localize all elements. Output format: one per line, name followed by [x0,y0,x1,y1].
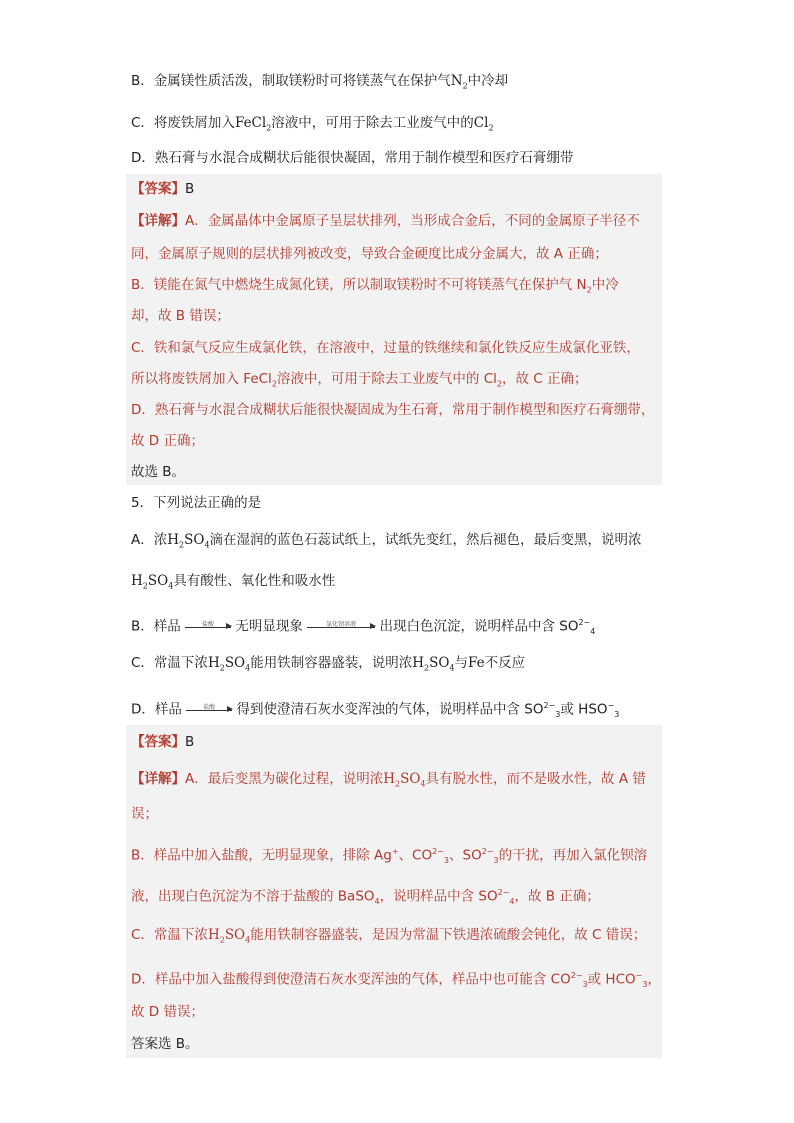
formula-sub: 3 [493,856,499,866]
formula-sub: 4 [449,663,455,673]
formula-so: SO [184,532,205,548]
option-text: C．常温下浓 [131,655,208,671]
formula-so: SO [429,655,450,671]
formula-sub: 2 [219,935,225,945]
formula-h2so4 [383,771,425,787]
formula-sup: − [635,971,643,980]
answer-value: B [185,181,195,197]
detail-tag: 【详解】 [131,213,185,229]
formula-sub: 3 [642,980,648,990]
q5-detail-d2: 故 D 错误； [131,1004,204,1020]
formula-sub: 4 [245,663,251,673]
q5-answer-block [126,725,662,1058]
formula-sub: 2 [496,379,502,389]
q4-detail-b2: 却，故 B 错误； [131,308,230,324]
q4-option-c-mid: 溶液中，可用于除去工业废气中的 [271,115,474,131]
formula-sub: 2 [424,663,430,673]
detail-text: D．样品中加入盐酸得到使澄清石灰水变浑浊的气体，样品中也可能含 CO [131,971,571,988]
arrow-head [227,706,233,712]
detail-text: ，故 B 正确； [514,888,600,905]
formula-sub: 2 [395,779,401,789]
formula-so: SO [400,771,421,787]
q5-detail-b2 [131,884,600,911]
formula-sub: 2 [586,285,592,295]
q4-answer [131,180,194,198]
formula-sup: − [607,701,615,710]
arrow-head [370,623,376,629]
formula-sup: 2− [543,701,556,710]
q4-detail-c1: C．铁和氯气反应生成氯化铁，在溶液中，过量的铁继续和氯化铁反应生成氯化亚铁， [131,340,640,356]
detail-text: A．金属晶体中金属原子呈层状排列，当形成合金后，不同的金属原子半径不 [185,213,640,229]
detail-text: 的干扰，再加入氯化钡溶 [498,847,648,864]
formula-sup: 2− [432,847,444,856]
q5-stem: 5．下列说法正确的是 [131,495,262,511]
q4-option-c-text: C．将废铁屑加入 [131,115,235,131]
q4-option-b-tail: 中冷却 [467,73,509,89]
detail-text: ，说明样品中含 SO [379,888,498,905]
formula-h: H [412,655,425,671]
formula-h2so4 [208,655,250,671]
q4-detail-a2: 同，金属原子规则的层状排列被改变，导致合金硬度比成分金属大，故 A 正确； [131,246,608,262]
q5-answer [131,733,194,751]
q4-detail-c2 [131,370,587,394]
q5-option-a2 [131,572,335,596]
option-text: A．浓 [131,532,168,548]
q4-answer-block [126,174,662,485]
formula-sub: 4 [590,627,596,637]
formula-sub: 2 [266,123,272,133]
formula-n2 [451,73,468,89]
formula-sub: 2 [142,581,148,591]
detail-tag: 【详解】 [131,771,185,787]
option-text: 能用铁制容器盛装，说明浓 [250,655,413,671]
formula-h2so4 [412,655,454,671]
q5-detail-a1 [131,770,646,794]
formula-so: SO [224,655,246,671]
q4-detail-d2: 故 D 正确； [131,433,204,449]
q5-option-a1 [131,531,642,555]
q5-option-b [131,614,595,641]
formula-sub: 4 [509,897,515,907]
q4-conclusion: 故选 B。 [131,464,186,480]
detail-text: 溶液中，可用于除去工业废气中的 Cl [276,371,497,387]
formula-sub: 2 [462,81,468,91]
detail-text: C．常温下浓 [131,927,208,943]
detail-text: A．最后变黑为碳化过程，说明浓 [185,771,384,787]
q5-option-c [131,654,525,678]
option-text: 或 HSO [560,701,608,718]
option-text: 滴在湿润的蓝色石蕊试纸上，试纸先变红，然后褪色，最后变黑，说明浓 [209,532,642,548]
q4-option-d: D．熟石膏与水混合成糊状后能很快凝固，常用于制作模型和医疗石膏绷带 [131,150,574,166]
formula-fe: Fe [468,655,485,671]
q4-option-b-text: B．金属镁性质活泼，制取镁粉时可将镁蒸气在保护气 [131,73,451,89]
detail-text: 、CO [398,847,433,864]
answer-tag: 【答案】 [131,181,185,197]
detail-text: 具有脱水性，而不是吸水性，故 A 错 [425,771,646,787]
formula-h2so4 [167,532,209,548]
formula-sub: 4 [168,581,174,591]
detail-text: 中冷 [591,277,619,293]
formula-so: SO [147,573,169,589]
q5-detail-c [131,926,646,950]
reaction-arrow-icon [307,621,375,628]
formula-h2so4 [131,573,173,589]
formula-sup: 2− [481,847,494,856]
formula-sup: 2− [570,971,583,980]
formula-sub: 2 [179,540,185,550]
formula-so: SO [224,927,246,943]
formula-sub: 4 [374,897,380,907]
formula-sub: 3 [582,980,588,990]
reaction-arrow-icon [185,621,231,628]
arrow-label: 盐酸 [203,704,216,711]
formula-sub: 2 [488,123,494,133]
q4-detail-b1 [131,276,619,300]
formula-cl2 [474,115,494,131]
formula-sup: 2− [578,618,591,627]
option-text: 出现白色沉淀，说明样品中含 SO [379,618,579,635]
formula-sub: 4 [420,779,426,789]
formula-h: H [167,532,180,548]
formula-fecl2 [235,115,271,131]
q5-detail-d1 [131,967,661,994]
option-text: D．样品 [131,701,182,718]
formula-h: H [207,927,220,943]
formula-h: H [383,771,396,787]
detail-text: 能用铁制容器盛装，是因为常温下铁遇浓硫酸会钝化，故 C 错误； [250,927,647,943]
q4-detail-a1 [131,212,640,230]
formula-sub: 3 [555,710,561,720]
detail-text: ， [647,971,661,988]
q5-detail-a2: 误； [131,806,158,822]
option-text: 无明显现象 [235,618,303,635]
q5-detail-b1 [131,843,647,870]
formula-n: N [450,73,463,89]
q5-option-d [131,697,619,724]
formula-sub: 3 [443,856,450,866]
arrow-label: 盐酸 [202,621,215,628]
detail-text: ，故 C 正确； [501,371,588,387]
formula-sub: 2 [219,663,225,673]
formula-fecl: FeCl [234,115,267,131]
q4-option-b [131,72,508,96]
formula-cl: Cl [473,115,489,131]
answer-value: B [185,734,195,750]
formula-h: H [207,655,220,671]
arrow-head [226,623,232,629]
q4-option-c [131,114,494,138]
q4-detail-d1: D．熟石膏与水混合成糊状后能很快凝固成为生石膏，常用于制作模型和医疗石膏绷带， [131,402,655,418]
answer-tag: 【答案】 [131,734,185,750]
detail-text: B．样品中加入盐酸，无明显现象，排除 Ag [131,847,392,864]
option-text: 具有酸性、氧化性和吸水性 [173,573,336,589]
formula-sub: 4 [204,540,210,550]
detail-text: 所以将废铁屑加入 FeCl [131,371,272,387]
detail-text: 、SO [449,847,482,864]
formula-sub: 2 [271,379,277,389]
option-text: B．样品 [131,618,181,635]
q5-conclusion: 答案选 B。 [131,1036,199,1052]
formula-sub: 3 [614,710,620,720]
detail-text: 液，出现白色沉淀为不溶于盐酸的 BaSO [131,888,375,905]
formula-sub: 4 [245,935,251,945]
reaction-arrow-icon [186,704,232,711]
option-text: 不反应 [484,655,526,671]
formula-sup: 2− [497,888,510,897]
option-text: 与 [454,655,469,671]
formula-sup: + [391,847,399,856]
detail-text: 或 HCO [587,971,636,988]
option-text: 得到使澄清石灰水变浑浊的气体，说明样品中含 SO [236,701,544,718]
formula-h: H [131,573,143,589]
detail-text: B．镁能在氮气中燃烧生成氮化镁，所以制取镁粉时不可将镁蒸气在保护气 N [131,277,587,293]
arrow-label: 氯化钡溶液 [326,621,357,628]
formula-h2so4 [208,927,250,943]
